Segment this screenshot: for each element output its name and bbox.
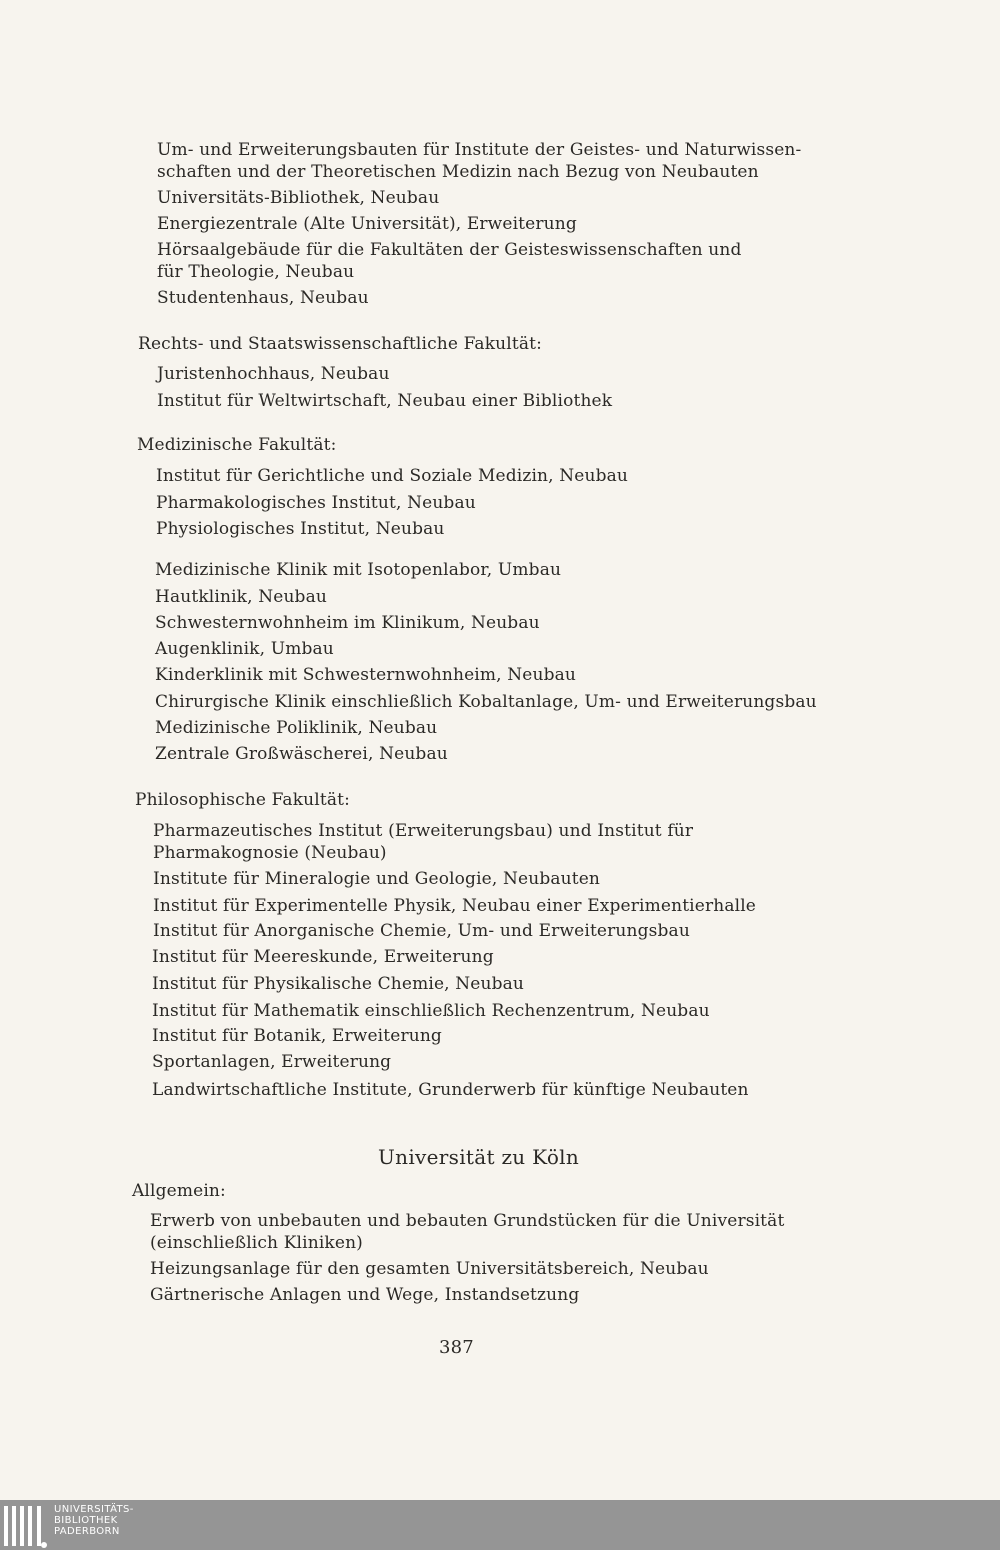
text-line: Sportanlagen, Erweiterung (152, 1052, 392, 1072)
text-line: Energiezentrale (Alte Universität), Erweiterung (157, 214, 577, 234)
text-line: Schwesternwohnheim im Klinikum, Neubau (155, 613, 540, 633)
text-line: für Theologie, Neubau (157, 262, 355, 282)
text-line: (einschließlich Kliniken) (150, 1233, 363, 1253)
text-line: Institut für Gerichtliche und Soziale Medizin, Neubau (156, 466, 628, 486)
text-line: Institut für Mathematik einschließlich Rechenzentrum, Neubau (152, 1001, 710, 1021)
text-line: Augenklinik, Umbau (155, 639, 334, 659)
text-line: Medizinische Klinik mit Isotopenlabor, Umbau (155, 560, 562, 580)
text-line: Institut für Weltwirtschaft, Neubau einer Bibliothek (157, 391, 613, 411)
text-line: Hörsaalgebäude für die Fakultäten der Geisteswissenschaften und (157, 240, 742, 260)
text-line: Pharmakologisches Institut, Neubau (156, 493, 476, 513)
text-line: Institut für Anorganische Chemie, Um- und Erweiterungsbau (153, 921, 690, 941)
text-line: Kinderklinik mit Schwesternwohnheim, Neubau (155, 665, 576, 685)
text-line: Hautklinik, Neubau (155, 587, 327, 607)
text-line: Pharmakognosie (Neubau) (153, 843, 387, 863)
library-logo-text: UNIVERSITÄTS- BIBLIOTHEK PADERBORN (54, 1504, 134, 1537)
text-line: Juristenhochhaus, Neubau (157, 364, 390, 384)
text-line: Institut für Physikalische Chemie, Neubau (152, 974, 525, 994)
text-line: Institut für Botanik, Erweiterung (152, 1026, 442, 1046)
section-title: Universität zu Köln (378, 1145, 580, 1169)
text-line: Erwerb von unbebauten und bebauten Grundstücken für die Universität (150, 1211, 785, 1231)
section-heading: Medizinische Fakultät: (137, 435, 337, 455)
text-line: Institut für Experimentelle Physik, Neubau einer Experimentierhalle (153, 896, 757, 916)
section-heading: Rechts- und Staatswissenschaftliche Fakultät: (138, 334, 542, 354)
text-line: Heizungsanlage für den gesamten Universitätsbereich, Neubau (150, 1259, 709, 1279)
page-number: 387 (439, 1337, 474, 1358)
text-line: Landwirtschaftliche Institute, Grunderwerb für künftige Neubauten (152, 1080, 749, 1100)
library-footer (0, 1500, 1000, 1550)
section-heading: Philosophische Fakultät: (135, 790, 350, 810)
text-line: schaften und der Theoretischen Medizin nach Bezug von Neubauten (157, 162, 759, 182)
text-line: Universitäts-Bibliothek, Neubau (157, 188, 440, 208)
text-line: Um- und Erweiterungsbauten für Institute der Geistes- und Naturwissen- (157, 140, 802, 160)
text-line: Chirurgische Klinik einschließlich Kobaltanlage, Um- und Erweiterungsbau (155, 692, 817, 712)
text-line: Institute für Mineralogie und Geologie, Neubauten (153, 869, 601, 889)
text-line: Medizinische Poliklinik, Neubau (155, 718, 438, 738)
text-line: Zentrale Großwäscherei, Neubau (155, 744, 448, 764)
text-line: Pharmazeutisches Institut (Erweiterungsbau) und Institut für (153, 821, 694, 841)
text-line: Institut für Meereskunde, Erweiterung (152, 947, 494, 967)
text-line: Studentenhaus, Neubau (157, 288, 369, 308)
section-heading: Allgemein: (132, 1181, 226, 1201)
text-line: Physiologisches Institut, Neubau (156, 519, 445, 539)
text-line: Gärtnerische Anlagen und Wege, Instandsetzung (150, 1285, 580, 1305)
